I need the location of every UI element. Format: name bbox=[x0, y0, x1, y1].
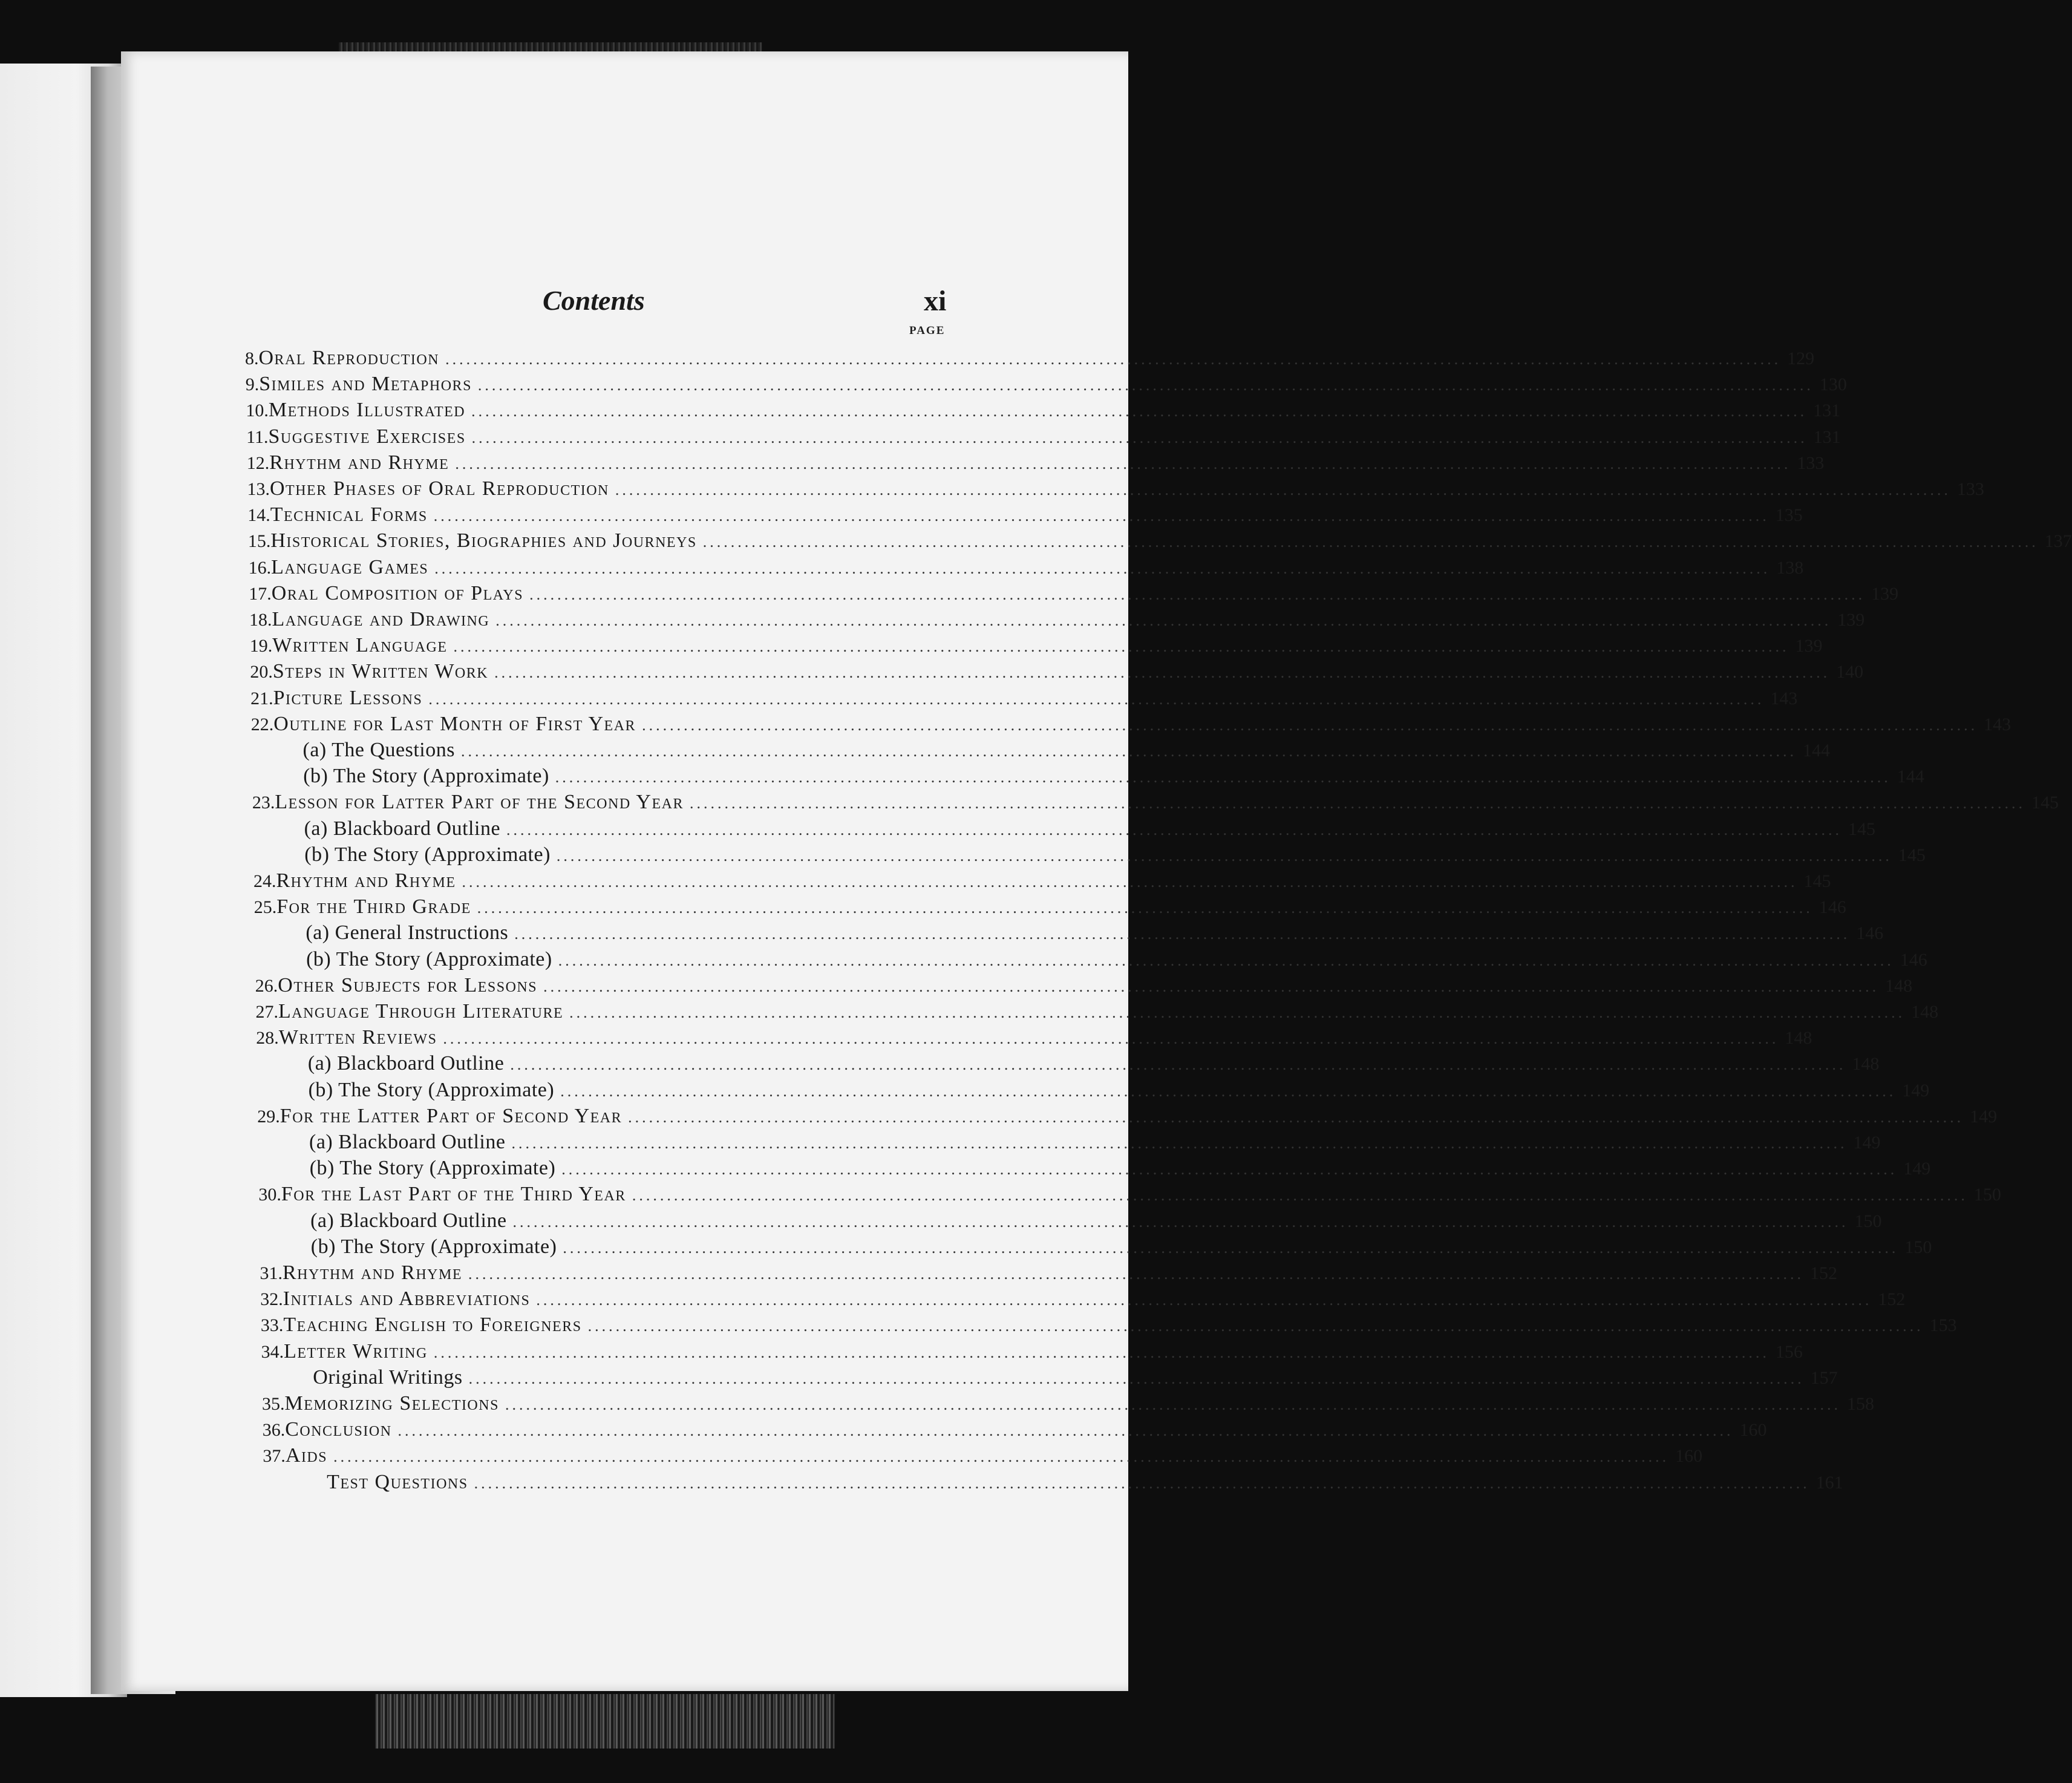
dot-leader: ................................................................................................................................................................................................ bbox=[443, 1030, 1779, 1048]
entry-title: Conclusion bbox=[285, 1418, 392, 1441]
entry-page-number: 135 bbox=[1775, 505, 1803, 526]
dot-leader: ................................................................................................................................................................................................ bbox=[471, 402, 1808, 420]
entry-number: 19. bbox=[249, 636, 273, 656]
toc-entry bbox=[256, 1026, 1812, 1052]
entry-page-number: 137 bbox=[2044, 531, 2072, 552]
dot-leader: ................................................................................................................................................................................................ bbox=[556, 846, 1892, 865]
dot-leader: ................................................................................................................................................................................................ bbox=[702, 533, 2039, 551]
dot-leader: ................................................................................................................................................................................................ bbox=[468, 1369, 1805, 1387]
entry-title: Initials and Abbreviations bbox=[283, 1287, 531, 1310]
entry-page-number: 148 bbox=[1911, 1002, 1939, 1022]
entry-number: 23. bbox=[252, 793, 275, 813]
dot-leader: ................................................................................................................................................................................................ bbox=[506, 820, 1843, 839]
toc-entry bbox=[253, 869, 1831, 895]
entry-page-number: 156 bbox=[1775, 1341, 1803, 1362]
toc-entry bbox=[249, 608, 1865, 633]
entry-page-number: 140 bbox=[1836, 662, 1864, 682]
toc-entry bbox=[248, 555, 1804, 581]
entry-title: Outline for Last Month of First Year bbox=[273, 712, 636, 735]
dot-leader: ................................................................................................................................................................................................ bbox=[529, 585, 1866, 603]
dot-leader: ................................................................................................................................................................................................ bbox=[514, 925, 1851, 943]
entry-title: (b) The Story (Approximate) bbox=[308, 1078, 555, 1101]
toc-entry bbox=[255, 973, 1913, 999]
dot-leader: ................................................................................................................................................................................................ bbox=[511, 1134, 1848, 1152]
entry-number: 34. bbox=[261, 1341, 284, 1362]
dot-leader: ................................................................................................................................................................................................ bbox=[477, 899, 1813, 917]
entry-title: (a) The Questions bbox=[302, 739, 455, 761]
toc-entry bbox=[245, 373, 1847, 398]
toc-entry bbox=[247, 503, 1803, 529]
entry-number: 26. bbox=[255, 975, 278, 996]
entry-title: Written Language bbox=[272, 634, 448, 657]
entry-page-number: 161 bbox=[1815, 1472, 1843, 1493]
entry-page-number: 160 bbox=[1739, 1420, 1767, 1441]
toc-subentry bbox=[310, 1209, 1882, 1235]
entry-page-number: 131 bbox=[1813, 427, 1841, 447]
entry-page-number: 143 bbox=[1770, 688, 1798, 708]
scan-artifact-bottom bbox=[375, 1694, 835, 1749]
toc-entry bbox=[260, 1261, 1838, 1287]
dot-leader: ................................................................................................................................................................................................ bbox=[434, 559, 1771, 577]
entry-title: Other Subjects for Lessons bbox=[278, 973, 538, 996]
contents-page bbox=[121, 51, 2072, 1691]
entry-number: 14. bbox=[247, 505, 270, 526]
entry-page-number: 148 bbox=[1785, 1028, 1812, 1049]
toc-subentry bbox=[309, 1131, 1881, 1156]
entry-page-number: 139 bbox=[1795, 636, 1823, 656]
entry-title: Steps in Written Work bbox=[272, 660, 489, 683]
dot-leader: ................................................................................................................................................................................................ bbox=[563, 1238, 1899, 1257]
entry-page-number: 150 bbox=[1854, 1211, 1882, 1231]
toc-subentry bbox=[304, 817, 1876, 843]
entry-page-number: 145 bbox=[2031, 793, 2059, 813]
entry-number: 17. bbox=[249, 583, 272, 604]
dot-leader: ................................................................................................................................................................................................ bbox=[474, 1474, 1810, 1492]
entry-page-number: 146 bbox=[1819, 897, 1846, 918]
entry-page-number: 133 bbox=[1797, 453, 1825, 473]
entry-title: Historical Stories, Biographies and Journeys bbox=[270, 529, 697, 552]
page-column-label: PAGE bbox=[909, 324, 946, 337]
entry-title: (a) General Instructions bbox=[306, 921, 509, 944]
toc-entry bbox=[249, 634, 1823, 659]
entry-title: (b) The Story (Approximate) bbox=[310, 1235, 557, 1258]
dot-leader: ................................................................................................................................................................................................ bbox=[471, 428, 1808, 447]
entry-number: 9. bbox=[245, 375, 260, 395]
entry-number: 29. bbox=[257, 1106, 280, 1127]
entry-page-number: 145 bbox=[1803, 871, 1831, 891]
table-of-contents bbox=[121, 51, 2072, 1691]
toc-entry bbox=[255, 1000, 1939, 1026]
dot-leader: ................................................................................................................................................................................................ bbox=[558, 951, 1894, 969]
toc-entry bbox=[252, 791, 2059, 816]
dot-leader: ................................................................................................................................................................................................ bbox=[445, 350, 1782, 368]
entry-title: Technical Forms bbox=[270, 503, 428, 526]
page-title: Contents bbox=[543, 285, 645, 316]
dot-leader: ................................................................................................................................................................................................ bbox=[397, 1422, 1734, 1440]
toc-subentry bbox=[313, 1366, 1838, 1392]
toc-entry bbox=[327, 1470, 1843, 1496]
dot-leader: ................................................................................................................................................................................................ bbox=[561, 1160, 1898, 1179]
entry-page-number: 158 bbox=[1846, 1394, 1874, 1414]
entry-title: Written Reviews bbox=[278, 1026, 437, 1049]
dot-leader: ................................................................................................................................................................................................ bbox=[453, 638, 1789, 656]
entry-page-number: 152 bbox=[1878, 1289, 1906, 1310]
entry-title: Oral Reproduction bbox=[258, 347, 440, 369]
dot-leader: ................................................................................................................................................................................................ bbox=[628, 1108, 1964, 1126]
entry-number: 33. bbox=[260, 1315, 284, 1336]
entry-page-number: 138 bbox=[1776, 557, 1804, 578]
entry-title: For the Latter Part of Second Year bbox=[279, 1104, 623, 1127]
entry-title: (a) Blackboard Outline bbox=[304, 817, 501, 840]
entry-page-number: 143 bbox=[1984, 714, 2012, 734]
entry-title: Rhythm and Rhyme bbox=[269, 451, 449, 474]
entry-page-number: 146 bbox=[1900, 949, 1927, 970]
toc-entry bbox=[250, 712, 2012, 738]
dot-leader: ................................................................................................................................................................................................ bbox=[560, 1082, 1897, 1100]
entry-number: 30. bbox=[258, 1185, 281, 1205]
entry-title: Suggestive Exercises bbox=[268, 425, 466, 448]
toc-subentry bbox=[306, 947, 1927, 973]
entry-page-number: 150 bbox=[1973, 1185, 2001, 1205]
entry-number: 8. bbox=[245, 348, 259, 368]
entry-number: 36. bbox=[262, 1420, 286, 1441]
toc-entry bbox=[257, 1104, 1998, 1130]
entry-title: Oral Composition of Plays bbox=[271, 581, 524, 604]
dot-leader: ................................................................................................................................................................................................ bbox=[468, 1265, 1805, 1283]
entry-page-number: 157 bbox=[1810, 1367, 1838, 1388]
entry-page-number: 146 bbox=[1856, 923, 1884, 944]
dot-leader: ................................................................................................................................................................................................ bbox=[494, 664, 1831, 682]
entry-number: 13. bbox=[247, 479, 270, 499]
dot-leader: ................................................................................................................................................................................................ bbox=[505, 1396, 1841, 1413]
toc-entry bbox=[249, 581, 1899, 607]
dot-leader: ................................................................................................................................................................................................ bbox=[642, 716, 1978, 734]
dot-leader: ................................................................................................................................................................................................ bbox=[428, 690, 1765, 708]
entry-number: 11. bbox=[246, 427, 269, 447]
toc-entry bbox=[245, 347, 1815, 372]
entry-title: (b) The Story (Approximate) bbox=[304, 843, 551, 866]
toc-entry bbox=[263, 1444, 1703, 1470]
toc-entry bbox=[262, 1418, 1767, 1444]
toc-entry bbox=[253, 895, 1846, 921]
toc-subentry bbox=[302, 739, 1830, 764]
entry-title: (a) Blackboard Outline bbox=[309, 1131, 506, 1153]
toc-entry bbox=[260, 1287, 1906, 1313]
dot-leader: ................................................................................................................................................................................................ bbox=[632, 1186, 1968, 1205]
entry-number: 27. bbox=[255, 1002, 278, 1022]
entry-page-number: 139 bbox=[1871, 583, 1899, 604]
entry-title: Language Games bbox=[271, 555, 429, 578]
toc-subentry bbox=[309, 1157, 1931, 1182]
entry-title: Aids bbox=[285, 1444, 328, 1467]
toc-entry bbox=[261, 1340, 1803, 1366]
entry-page-number: 145 bbox=[1848, 819, 1876, 839]
dot-leader: ................................................................................................................................................................................................ bbox=[462, 873, 1798, 891]
entry-number: 37. bbox=[263, 1446, 286, 1467]
page-number: xi bbox=[924, 285, 947, 317]
entry-title: (a) Blackboard Outline bbox=[307, 1052, 505, 1075]
toc-entry bbox=[246, 425, 1841, 451]
entry-page-number: 129 bbox=[1787, 348, 1815, 368]
entry-page-number: 150 bbox=[1904, 1237, 1932, 1257]
entry-page-number: 153 bbox=[1929, 1315, 1957, 1336]
entry-title: (a) Blackboard Outline bbox=[310, 1209, 507, 1232]
toc-subentry bbox=[303, 765, 1924, 790]
entry-page-number: 149 bbox=[1902, 1080, 1930, 1101]
entry-number: 16. bbox=[248, 557, 272, 578]
entry-number: 31. bbox=[260, 1263, 283, 1283]
entry-number: 32. bbox=[260, 1289, 283, 1310]
entry-title: (b) The Story (Approximate) bbox=[309, 1157, 556, 1180]
toc-entry bbox=[260, 1314, 1957, 1339]
dot-leader: ................................................................................................................................................................................................ bbox=[689, 794, 2025, 813]
dot-leader: ................................................................................................................................................................................................ bbox=[587, 1317, 1924, 1335]
entry-title: For the Third Grade bbox=[276, 895, 471, 918]
toc-subentry bbox=[304, 843, 1926, 869]
dot-leader: ................................................................................................................................................................................................ bbox=[333, 1448, 1670, 1466]
entry-page-number: 133 bbox=[1956, 479, 1984, 499]
entry-title: For the Last Part of the Third Year bbox=[281, 1183, 626, 1206]
entry-title: Picture Lessons bbox=[273, 686, 423, 709]
toc-subentry bbox=[307, 1052, 1880, 1078]
dot-leader: ................................................................................................................................................................................................ bbox=[455, 454, 1791, 473]
dot-leader: ................................................................................................................................................................................................ bbox=[543, 977, 1880, 995]
entry-number: 35. bbox=[262, 1394, 285, 1414]
toc-subentry bbox=[310, 1235, 1932, 1261]
entry-page-number: 148 bbox=[1852, 1054, 1880, 1075]
entry-page-number: 149 bbox=[1903, 1159, 1931, 1179]
dot-leader: ................................................................................................................................................................................................ bbox=[433, 1343, 1770, 1361]
toc-entry bbox=[247, 477, 1984, 503]
entry-page-number: 139 bbox=[1837, 610, 1865, 630]
entry-title: Language and Drawing bbox=[272, 608, 490, 630]
entry-number: 21. bbox=[250, 688, 273, 708]
entry-page-number: 144 bbox=[1802, 741, 1830, 761]
entry-number: 12. bbox=[246, 453, 270, 473]
entry-title: Lesson for Latter Part of the Second Year bbox=[275, 791, 684, 814]
dot-leader: ................................................................................................................................................................................................ bbox=[569, 1004, 1906, 1021]
entry-title: Methods Illustrated bbox=[268, 399, 466, 422]
entry-number: 24. bbox=[253, 871, 276, 891]
entry-number: 22. bbox=[250, 714, 274, 734]
dot-leader: ................................................................................................................................................................................................ bbox=[460, 742, 1797, 760]
entry-page-number: 149 bbox=[1970, 1106, 1998, 1127]
entry-number: 15. bbox=[247, 531, 271, 552]
toc-entry bbox=[250, 660, 1864, 685]
entry-title: Letter Writing bbox=[284, 1340, 428, 1363]
entry-title: Similes and Metaphors bbox=[259, 373, 472, 396]
toc-entry bbox=[258, 1183, 2001, 1208]
dot-leader: ................................................................................................................................................................................................ bbox=[510, 1056, 1846, 1074]
entry-title: Original Writings bbox=[313, 1366, 463, 1389]
entry-title: (b) The Story (Approximate) bbox=[303, 765, 549, 788]
dot-leader: ................................................................................................................................................................................................ bbox=[615, 481, 1951, 499]
toc-entry bbox=[262, 1392, 1874, 1418]
dot-leader: ................................................................................................................................................................................................ bbox=[555, 768, 1891, 787]
dot-leader: ................................................................................................................................................................................................ bbox=[536, 1291, 1872, 1309]
toc-entry bbox=[247, 529, 2072, 555]
entry-title: Teaching English to Foreigners bbox=[283, 1314, 582, 1336]
entry-title: Rhythm and Rhyme bbox=[276, 869, 456, 892]
entry-page-number: 145 bbox=[1898, 845, 1926, 865]
entry-title: Rhythm and Rhyme bbox=[283, 1261, 463, 1284]
entry-title: Other Phases of Oral Reproduction bbox=[270, 477, 609, 500]
dot-leader: ................................................................................................................................................................................................ bbox=[495, 612, 1832, 629]
dot-leader: ................................................................................................................................................................................................ bbox=[433, 507, 1770, 525]
entry-number: 10. bbox=[246, 401, 269, 421]
toc-entry bbox=[250, 686, 1798, 712]
toc-subentry bbox=[308, 1078, 1930, 1104]
dot-leader: ................................................................................................................................................................................................ bbox=[512, 1212, 1849, 1231]
entry-title: Language Through Literature bbox=[278, 1000, 564, 1022]
entry-title: Memorizing Selections bbox=[284, 1392, 499, 1415]
toc-entry bbox=[246, 399, 1841, 424]
entry-number: 20. bbox=[250, 662, 273, 682]
entry-page-number: 130 bbox=[1819, 375, 1847, 395]
entry-number: 18. bbox=[249, 610, 272, 630]
entry-page-number: 144 bbox=[1897, 767, 1924, 787]
dot-leader: ................................................................................................................................................................................................ bbox=[477, 376, 1814, 394]
entry-number: 28. bbox=[256, 1028, 279, 1049]
entry-title: Test Questions bbox=[327, 1470, 468, 1493]
entry-page-number: 149 bbox=[1853, 1133, 1881, 1153]
toc-subentry bbox=[306, 921, 1884, 947]
entry-page-number: 148 bbox=[1885, 975, 1913, 996]
entry-page-number: 152 bbox=[1810, 1263, 1838, 1283]
entry-number: 25. bbox=[253, 897, 277, 918]
entry-title: (b) The Story (Approximate) bbox=[306, 947, 552, 970]
entry-page-number: 160 bbox=[1675, 1446, 1703, 1467]
entry-page-number: 131 bbox=[1813, 401, 1841, 421]
toc-entry bbox=[246, 451, 1825, 477]
